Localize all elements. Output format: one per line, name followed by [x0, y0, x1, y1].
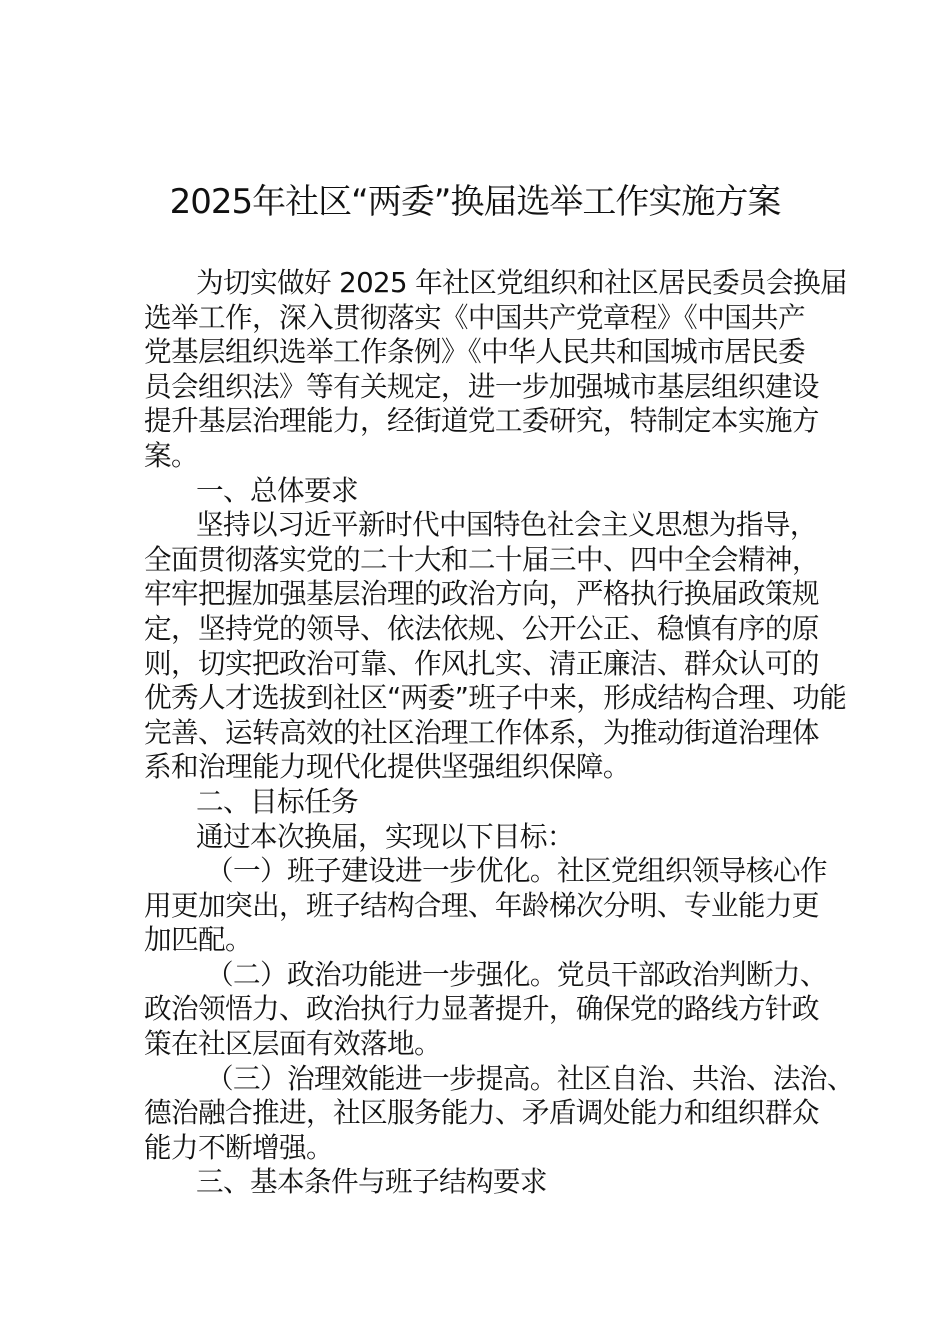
goal-2-line: 策在社区层面有效落地。 — [144, 1027, 441, 1061]
document-title: 2025年社区“两委”换届选举工作实施方案 — [169, 182, 781, 222]
goal-1-line: 用更加突出，班子结构合理、年龄梯次分明、专业能力更 — [144, 888, 819, 922]
goal-3-line: 德治融合推进，社区服务能力、矛盾调处能力和组织群众 — [144, 1096, 819, 1130]
intro-paragraph-line: 员会组织法》等有关规定，进一步加强城市基层组织建设 — [144, 369, 819, 403]
section-1-paragraph-line: 定，坚持党的领导、依法依规、公开公正、稳慎有序的原 — [144, 611, 819, 645]
section-1-paragraph-line: 则，切实把政治可靠、作风扎实、清正廉洁、群众认可的 — [144, 646, 819, 680]
goal-1-line: （一）班子建设进一步优化。社区党组织领导核心作 — [206, 854, 827, 888]
goal-3-line: 能力不断增强。 — [144, 1130, 333, 1164]
section-1-paragraph-line: 坚持以习近平新时代中国特色社会主义思想为指导， — [196, 508, 817, 542]
goal-3-line: （三）治理效能进一步提高。社区自治、共治、法治、 — [206, 1061, 854, 1095]
intro-paragraph-line: 党基层组织选举工作条例》《中华人民共和国城市居民委 — [144, 335, 806, 369]
section-1-paragraph-line: 系和治理能力现代化提供坚强组织保障。 — [144, 750, 630, 784]
section-1-paragraph-line: 优秀人才选拔到社区“两委”班子中来，形成结构合理、功能 — [144, 681, 847, 715]
section-heading-3: 三、基本条件与班子结构要求 — [196, 1165, 547, 1199]
section-1-paragraph-line: 全面贯彻落实党的二十大和二十届三中、四中全会精神， — [144, 542, 819, 576]
section-1-paragraph-line: 完善、运转高效的社区治理工作体系，为推动街道治理体 — [144, 715, 819, 749]
goal-2-line: （二）政治功能进一步强化。党员干部政治判断力、 — [206, 957, 827, 991]
intro-paragraph-line: 案。 — [144, 438, 198, 472]
section-heading-1: 一、总体要求 — [196, 473, 358, 507]
section-heading-2: 二、目标任务 — [196, 784, 358, 818]
intro-paragraph-line: 为切实做好 2025 年社区党组织和社区居民委员会换届 — [196, 266, 848, 299]
goal-1-line: 加匹配。 — [144, 923, 252, 957]
intro-paragraph-line: 提升基层治理能力，经街道党工委研究，特制定本实施方 — [144, 404, 819, 438]
section-1-paragraph-line: 牢牢把握加强基层治理的政治方向，严格执行换届政策规 — [144, 577, 819, 611]
goal-2-line: 政治领悟力、政治执行力显著提升，确保党的路线方针政 — [144, 992, 819, 1026]
intro-paragraph-line: 选举工作，深入贯彻落实《中国共产党章程》《中国共产 — [144, 300, 806, 334]
section-2-intro-line: 通过本次换届，实现以下目标： — [196, 819, 574, 853]
document-body — [144, 266, 854, 1200]
